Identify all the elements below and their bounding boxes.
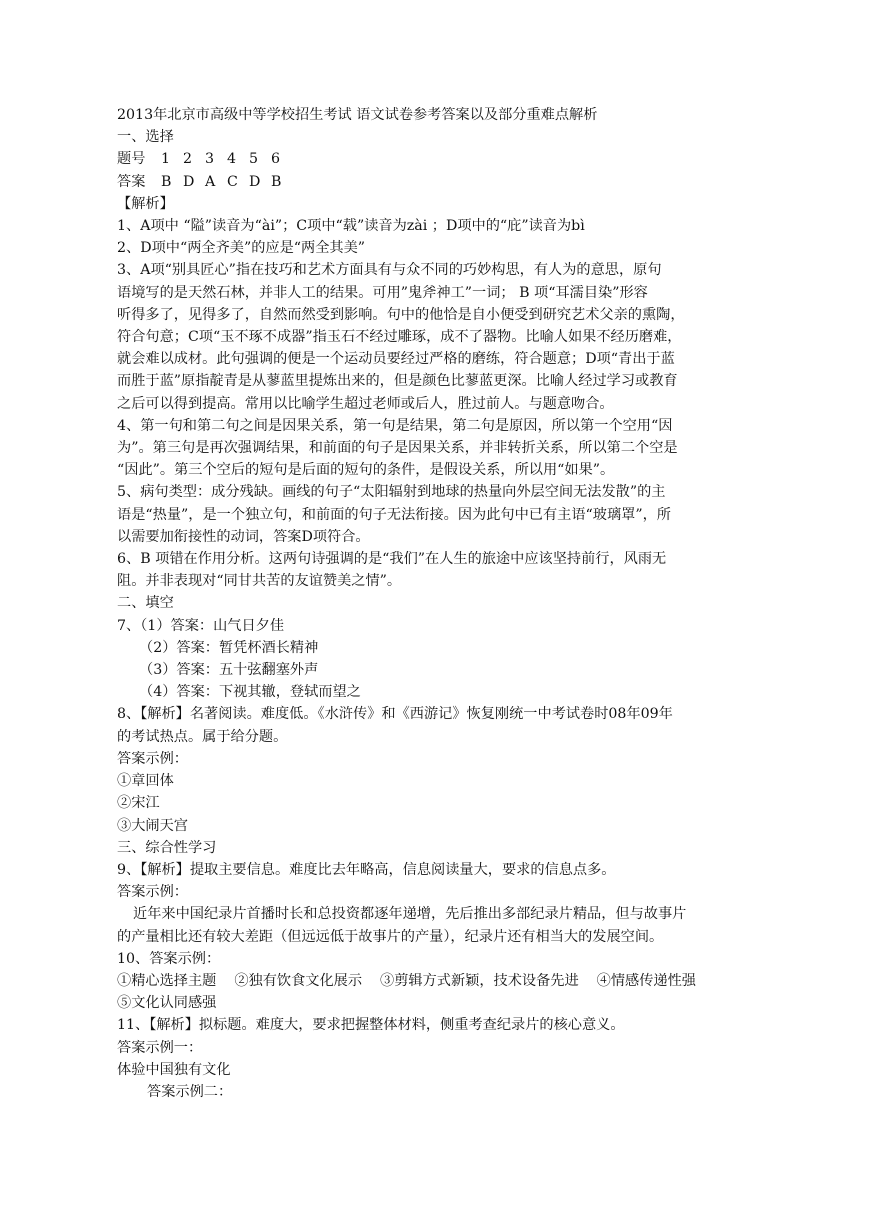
answer-letter: B [161, 173, 172, 190]
q7-answer-1: 7、（1）答案：山气日夕佳 [117, 617, 285, 634]
paragraph-line: 语是“热量”，是一个独立句，和前面的句子无法衔接。因为此句中已有主语“玻璃罩”，所 [117, 506, 671, 523]
question-number-label: 题号 [117, 151, 146, 168]
question-number: 5 [249, 151, 259, 168]
question-number: 4 [227, 151, 237, 168]
q9-analysis: 9、【解析】提取主要信息。难度比去年略高，信息阅读量大，要求的信息点多。 [117, 861, 616, 878]
paragraph-line: 而胜于蓝”原指靛青是从蓼蓝里提炼出来的，但是颜色比蓼蓝更深。比喻人经过学习或教育 [117, 373, 678, 390]
question-number: 2 [183, 151, 193, 168]
section-heading-comprehensive: 三、综合性学习 [117, 839, 217, 856]
paragraph-line: 听得多了，见得多了，自然而然受到影响。句中的他恰是自小便受到研究艺术父亲的熏陶， [117, 306, 685, 323]
analysis-item-1: 1、A项中 “隘”读音为“ài”；C项中“载”读音为zài ；D项中的“庇”读音为bì [117, 218, 585, 235]
analysis-item-2: 2、D项中“两全齐美”的应是“两全其美” [117, 240, 366, 257]
q8-example-3: ③大闹天宫 [117, 817, 188, 834]
question-number-row [117, 148, 757, 170]
q8-analysis [117, 703, 757, 747]
paragraph-line: 8、【解析】名著阅读。难度低。《水浒传》和《西游记》恢复刚统一中考试卷时08年09年 [117, 706, 673, 723]
q10-item: ④情感传递性强 [596, 972, 696, 989]
paragraph-line: 以需要加衔接性的动词，答案D项符合。 [117, 528, 370, 545]
paragraph-line: 的考试热点。属于给分题。 [117, 728, 288, 745]
document-body [117, 104, 757, 1103]
paragraph-line: “因此”。第三个空后的短句是后面的短句的条件，是假设关系，所以用“如果”。 [117, 462, 615, 479]
paragraph-line: 为”。第三句是再次强调结果，和前面的句子是因果关系，并非转折关系，所以第二个空是 [117, 440, 678, 457]
q11-analysis: 11、【解析】拟标题。难度大，要求把握整体材料，侧重考查纪录片的核心意义。 [117, 1017, 625, 1034]
q8-example-label: 答案示例： [117, 750, 188, 767]
question-number: 3 [205, 151, 215, 168]
q11-example-1-label: 答案示例一： [117, 1039, 203, 1056]
answer-letter: D [183, 173, 195, 190]
paragraph-line: 近年来中国纪录片首播时长和总投资都逐年递增，先后推出多部纪录片精品，但与故事片 [133, 906, 687, 923]
analysis-item-5 [117, 481, 757, 548]
q10-item: ②独有饮食文化展示 [234, 972, 363, 989]
paragraph-line: 之后可以得到提高。常用以比喻学生超过老师或后人，胜过前人。与题意吻合。 [117, 395, 614, 412]
paragraph-line: 符合句意；C项“玉不琢不成器”指玉石不经过雕琢，成不了器物。比喻人如果不经历磨难， [117, 329, 682, 346]
q7-answer-4: （4）答案：下视其辙，登轼而望之 [139, 684, 361, 701]
paragraph-line: 5、病句类型：成分残缺。画线的句子“太阳辐射到地球的热量向外层空间无法发散”的主 [117, 484, 666, 501]
analysis-item-6 [117, 548, 757, 592]
q8-example-2: ②宋江 [117, 795, 160, 812]
q11-example-2-label: 答案示例二： [147, 1083, 233, 1100]
answer-letter: C [227, 173, 238, 190]
question-number: 1 [161, 151, 171, 168]
q10-items [117, 970, 757, 992]
analysis-tag: 【解析】 [117, 195, 174, 212]
answer-letter: A [205, 173, 216, 190]
section-heading-fill: 二、填空 [117, 595, 174, 612]
q9-example-label: 答案示例： [117, 884, 188, 901]
question-number: 6 [271, 151, 281, 168]
q9-answer [117, 903, 757, 947]
analysis-item-3 [117, 259, 757, 414]
q8-example-1: ①章回体 [117, 773, 174, 790]
q10-item-5: ⑤文化认同感强 [117, 995, 217, 1012]
paragraph-line: 语境写的是天然石林，并非人工的结果。可用”鬼斧神工”一词； B 项“耳濡目染”形容 [117, 284, 648, 301]
paragraph-line: 4、第一句和第二句之间是因果关系，第一句是结果，第二句是原因，所以第一个空用“因 [117, 417, 673, 434]
paragraph-line: 就会难以成材。此句强调的便是一个运动员要经过严格的磨练，符合题意；D项“青出于蓝 [117, 351, 675, 368]
q11-example-1: 体验中国独有文化 [117, 1061, 231, 1078]
document-title: 2013年北京市高级中等学校招生考试 语文试卷参考答案以及部分重难点解析 [117, 107, 598, 123]
q7-answer-2: （2）答案：暂凭杯酒长精神 [139, 639, 319, 656]
paragraph-line: 的产量相比还有较大差距（但远远低于故事片的产量），纪录片还有相当大的发展空间。 [117, 928, 664, 945]
answer-row [117, 171, 757, 193]
q10-heading: 10、答案示例： [117, 950, 221, 967]
analysis-item-4 [117, 415, 757, 482]
q10-item: ①精心选择主题 [117, 972, 217, 989]
answer-label: 答案 [117, 173, 146, 190]
paragraph-line: 阻。并非表现对“同甘共苦的友谊赞美之情”。 [117, 573, 402, 590]
section-heading-choice: 一、选择 [117, 129, 174, 146]
paragraph-line: 3、A项“别具匠心”指在技巧和艺术方面具有与众不同的巧妙构思，有人为的意思，原句 [117, 262, 662, 279]
answer-letter: B [271, 173, 282, 190]
q7-answer-3: （3）答案：五十弦翻塞外声 [139, 662, 319, 679]
answer-letter: D [249, 173, 261, 190]
paragraph-line: 6、B 项错在作用分析。这两句诗强调的是“我们”在人生的旅途中应该坚持前行，风雨无 [117, 551, 667, 568]
q10-item: ③剪辑方式新颖，技术设备先进 [380, 972, 579, 989]
